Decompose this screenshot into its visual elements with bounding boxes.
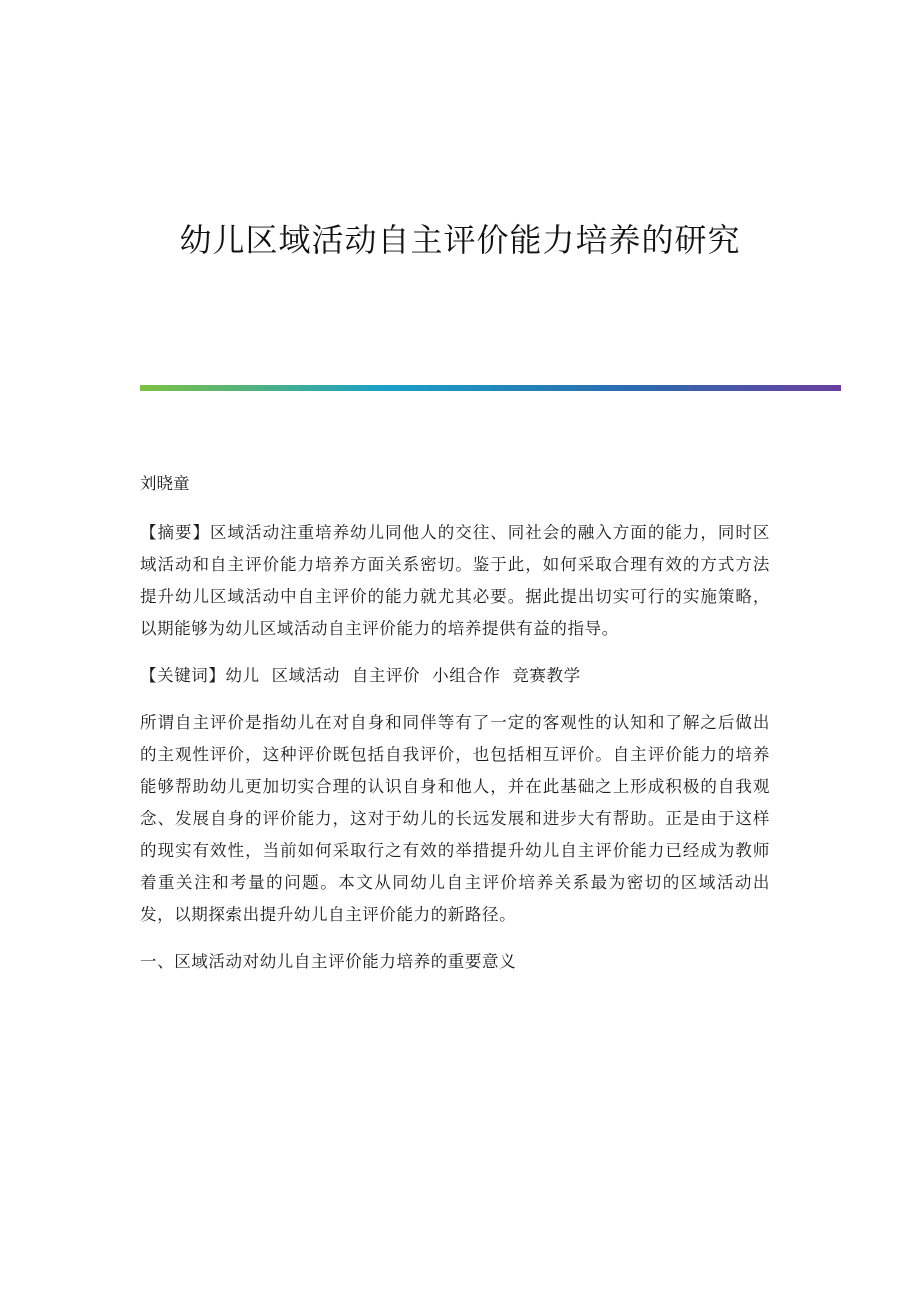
title-divider [140,385,841,391]
keyword: 自主评价 [351,666,421,685]
section-heading: 一、区域活动对幼儿自主评价能力培养的重要意义 [140,952,517,971]
document-title: 幼儿区域活动自主评价能力培养的研究 [179,221,741,259]
keyword: 幼儿 [225,666,260,685]
keyword: 竞赛教学 [512,666,581,685]
keywords-label: 【关键词】 [140,666,226,685]
abstract-paragraph: 【摘要】区域活动注重培养幼儿同他人的交往、同社会的融入方面的能力，同时区域活动和自主评价能力培养方面关系密切。鉴于此，如何采取合理有效的方式方法提升幼儿区域活动中自主评价的能力就尤其必要。据此提出切实可行的实施策略，以期能够为幼儿区域活动自主评价能力的培养提供有益的指导。 [140,523,770,638]
author-name: 刘晓童 [140,474,190,493]
document-body [140,466,770,978]
keyword: 小组合作 [432,666,501,685]
body-paragraph: 所谓自主评价是指幼儿在对自身和同伴等有了一定的客观性的认知和了解之后做出的主观性评价，这种评价既包括自我评价，也包括相互评价。自主评价能力的培养能够帮助幼儿更加切实合理的认识自身和他人，并在此基础之上形成积极的自我观念、发展自身的评价能力，这对于幼儿的长远发展和进步大有帮助。正是由于这样的现实有效性，当前如何采取行之有效的举措提升幼儿自主评价能力已经成为教师着重关注和考量的问题。本文从同幼儿自主评价培养关系最为密切的区域活动出发，以期探索出提升幼儿自主评价能力的新路径。 [140,713,770,924]
keywords-line [140,660,770,692]
keyword: 区域活动 [271,666,340,685]
